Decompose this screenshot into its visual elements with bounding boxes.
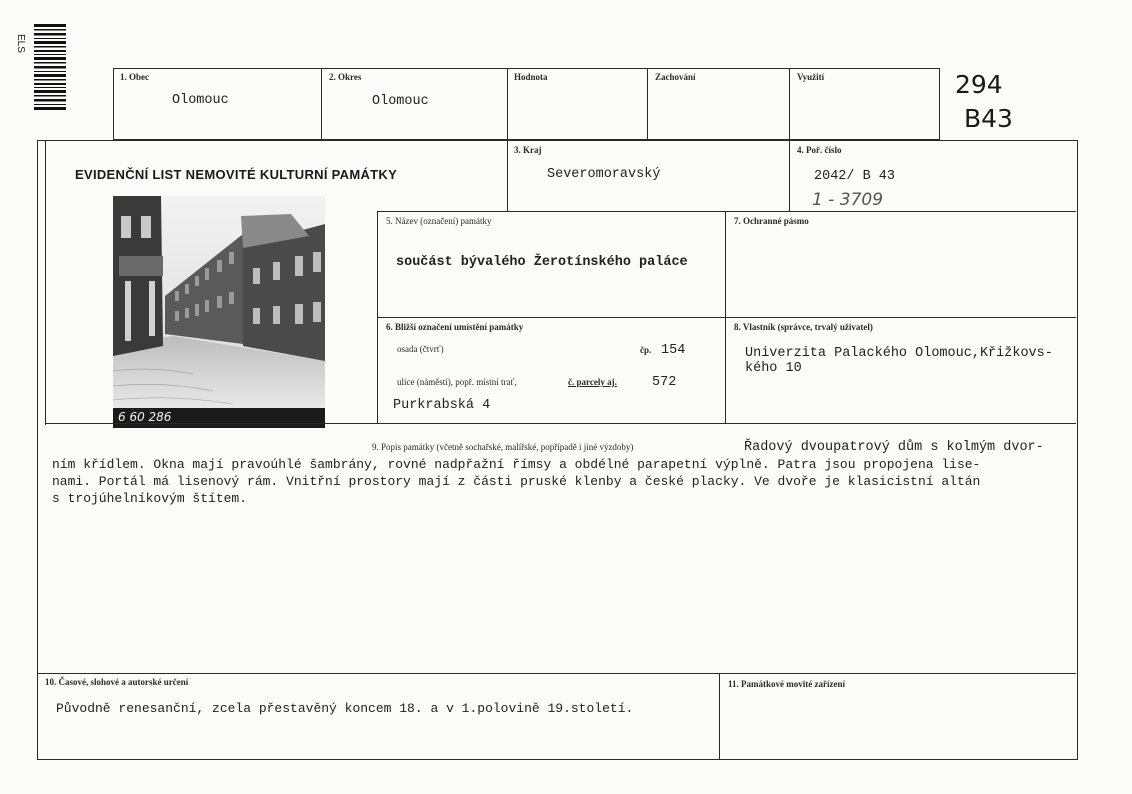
popis-line-3: nami. Portál má lisenový rám. Vnitřní prostory mají z části pruské klenby a české placky. Ve dvoře je klasicistní altán <box>52 474 981 489</box>
kraj-label: 3. Kraj <box>514 145 542 155</box>
cp-value: 154 <box>661 343 686 358</box>
hodnota-label: Hodnota <box>514 72 548 82</box>
obec-value: Olomouc <box>172 93 229 108</box>
barcode-graphic <box>34 24 66 110</box>
popis-label: 9. Popis památky (včetně sochařské, malířské, popřípadě i jiné výzdoby) <box>372 442 634 452</box>
building-photo <box>113 196 325 428</box>
handwritten-number: 294 <box>955 70 1003 99</box>
barcode-label: ELS <box>15 34 26 53</box>
popis-line-2: ním křídlem. Okna mají pravoúhlé šambrány, rovné nadpřažní římsy a obdélné parapetní výplně. Patra jsou propojena lise- <box>52 457 981 472</box>
handwritten-registration: 1 - 3709 <box>812 190 884 210</box>
vyuziti-label: Využití <box>797 72 825 82</box>
handwritten-code: B43 <box>964 104 1013 133</box>
obec-label: 1. Obec <box>120 72 149 82</box>
por-cislo-label: 4. Poř. číslo <box>797 145 842 155</box>
vlastnik-label: 8. Vlastník (správce, trvalý uživatel) <box>734 322 873 332</box>
ochranne-pasmo-label: 7. Ochranné pásmo <box>734 216 809 226</box>
okres-value: Olomouc <box>372 94 429 109</box>
popis-line-1: Řadový dvoupatrový dům s kolmým dvor- <box>744 440 1044 455</box>
ulice-value: Purkrabská 4 <box>393 398 491 413</box>
kraj-value: Severomoravský <box>547 167 661 182</box>
osada-label: osada (čtvrť) <box>397 344 444 354</box>
parcela-label: č. parcely aj. <box>568 377 617 387</box>
photo-caption: 6 60 286 <box>118 410 172 424</box>
movite-label: 11. Památkové movité zařízení <box>728 679 845 689</box>
urceni-label: 10. Časové, slohové a autorské určení <box>45 677 189 687</box>
parcela-value: 572 <box>652 375 677 390</box>
vlastnik-line-2: kého 10 <box>745 361 802 376</box>
cp-label: čp. <box>640 345 652 355</box>
photo-graphic <box>113 196 325 428</box>
okres-label: 2. Okres <box>329 72 362 82</box>
form-title: EVIDENČNÍ LIST NEMOVITÉ KULTURNÍ PAMÁTKY <box>75 167 398 182</box>
vlastnik-line-1: Univerzita Palackého Olomouc,Křižkovs- <box>745 346 1053 361</box>
zachovani-label: Zachování <box>655 72 696 82</box>
barcode <box>34 24 66 110</box>
popis-line-4: s trojúhelníkovým štítem. <box>52 491 248 506</box>
urceni-value: Původně renesanční, zcela přestavěný koncem 18. a v 1.polovině 19.století. <box>56 701 634 716</box>
umisteni-label: 6. Bližší označení umístění památky <box>386 322 524 332</box>
ulice-label: ulice (náměstí), popř. místní trať, <box>397 377 517 387</box>
por-cislo-value: 2042/ B 43 <box>814 169 896 184</box>
nazev-value: součást bývalého Žerotínského paláce <box>396 255 688 270</box>
nazev-label: 5. Název (označení) památky <box>386 216 492 226</box>
